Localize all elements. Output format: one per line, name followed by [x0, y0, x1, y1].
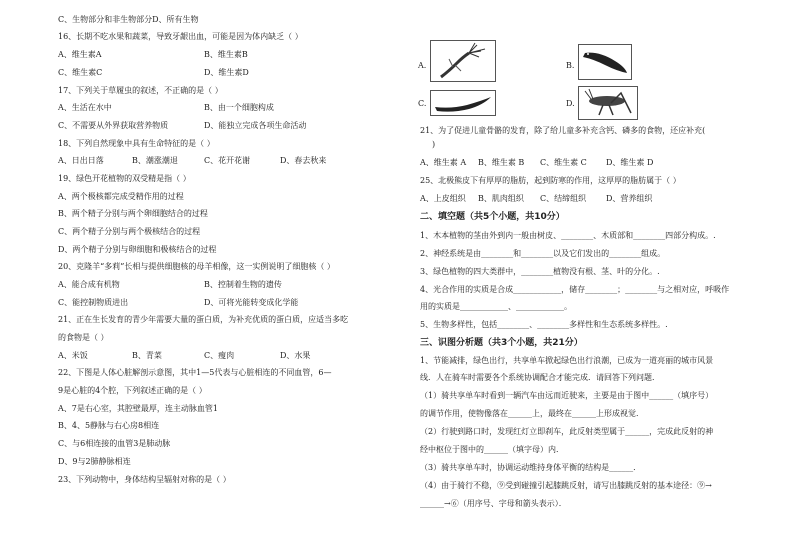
- question-text-line: 19、绿色开花植物的双受精是指（ ）: [58, 174, 191, 183]
- question-text-line: 25、北极熊皮下有厚厚的脂肪，起到防寒的作用，这厚厚的脂肪属于（ ）: [420, 176, 681, 185]
- answer-option: D、可将光能转变成化学能: [204, 298, 299, 307]
- question-text-line: 4、光合作用的实质是合成____________，储存________；________与之相对应，呼吸作: [420, 285, 730, 294]
- image-label-b: B.: [566, 61, 575, 70]
- section-heading: 三、识图分析题（共3个小题，共21分）: [420, 338, 583, 348]
- question-text-line: 经中枢位于图中的______（填字母）内．: [420, 445, 564, 454]
- question-text-line: 23、下列动物中，身体结构呈辐射对称的是（ ）: [58, 475, 231, 484]
- question-text-line: 1、木本植物的茎由外到内一般由树皮、________、木质部和________四部分构成。.: [420, 231, 716, 240]
- hydra-icon: [431, 41, 495, 81]
- answer-option: A、上皮组织: [420, 194, 466, 203]
- answer-option: D、春去秋来: [280, 156, 327, 165]
- question-text-line: ______→⑥（用序号、字母和箭头表示）．: [420, 499, 567, 508]
- answer-option: C、维生素 C: [540, 158, 587, 167]
- answer-option: B、由一个细胞构成: [204, 103, 274, 112]
- question-text-line: 1、节能减排，绿色出行，共享单车掀起绿色出行浪潮，已成为一道亮丽的城市风景: [420, 356, 714, 365]
- question-text-line: （2）行驶到路口时，发现红灯立即刹车，此反射类型属于______，完成此反射的神: [420, 427, 714, 436]
- question-text-line: 2、神经系统是由________和________以及它们发出的________组成。: [420, 249, 666, 258]
- question-text-line: 3、绿色植物的四大类群中，________植物没有根、茎、叶的分化。.: [420, 267, 660, 276]
- question-text-line: 用的实质是____________、____________。: [420, 302, 572, 311]
- question-text-line: 5、生物多样性，包括________、________多样性和生态系统多样性。.: [420, 320, 668, 329]
- grasshopper-icon: [579, 87, 637, 119]
- image-label-d: D.: [566, 99, 575, 108]
- answer-option: A、米饭: [58, 351, 88, 360]
- question-text-line: D、9与2肺静脉相连: [58, 457, 131, 466]
- leech-image: [430, 90, 496, 116]
- planarian-image: [578, 44, 632, 80]
- question-text-line: 9是心脏的4个腔，下列叙述正确的是（ ）: [58, 386, 207, 395]
- answer-option: B、肌肉组织: [478, 194, 524, 203]
- answer-option: A、生活在水中: [58, 103, 112, 112]
- answer-option: D、营养组织: [606, 194, 653, 203]
- answer-option: D、水果: [280, 351, 311, 360]
- question-text-line: C、生物部分和非生物部分D、所有生物: [58, 15, 199, 24]
- answer-option: B、维生素B: [204, 50, 248, 59]
- leech-icon: [431, 91, 495, 115]
- answer-option: D、维生素 D: [606, 158, 654, 167]
- answer-option: B、潮涨潮退: [132, 156, 178, 165]
- section-heading: 二、填空题（共5个小题，共10分）: [420, 212, 565, 222]
- question-text-line: ): [432, 140, 436, 149]
- question-text-line: 的食物是（ ）: [58, 333, 109, 342]
- answer-option: B、维生素 B: [478, 158, 525, 167]
- question-text-line: 17、下列关于草履虫的叙述，不正确的是（ ）: [58, 86, 223, 95]
- question-text-line: （1）骑共享单车时看到一辆汽车由远而近驶来，主要是由于图中______（填序号）: [420, 391, 714, 400]
- grasshopper-image: [578, 86, 638, 120]
- question-text-line: D、两个精子分别与卵细胞和极核结合的过程: [58, 245, 217, 254]
- question-text-line: 20、克隆羊“多莉”长相与提供细胞核的母羊相像，这一实例说明了细胞核（ ）: [58, 262, 335, 271]
- planarian-icon: [579, 45, 631, 79]
- question-text-line: 22、下图是人体心脏解剖示意图，其中1—5代表与心脏相连的不同血管，6—: [58, 368, 332, 377]
- question-text-line: B、4、5静脉与右心房8相连: [58, 421, 160, 430]
- question-text-line: （3）骑共享单车时，协调运动维持身体平衡的结构是______．: [420, 463, 642, 472]
- answer-option: B、青菜: [132, 351, 162, 360]
- answer-option: A、维生素 A: [420, 158, 467, 167]
- answer-option: C、不需要从外界获取营养物质: [58, 121, 169, 130]
- hydra-image: [430, 40, 496, 82]
- question-text-line: C、两个精子分别与两个极核结合的过程: [58, 227, 201, 236]
- answer-option: D、能独立完成各项生命活动: [204, 121, 307, 130]
- question-text-line: 的调节作用，使物像落在______上，最终在______上形成视觉．: [420, 409, 644, 418]
- question-text-line: 21、正在生长发育的青少年需要大量的蛋白质，为补充优质的蛋白质，应适当多吃: [58, 315, 349, 324]
- answer-option: A、维生素A: [58, 50, 102, 59]
- answer-option: C、能控制物质进出: [58, 298, 129, 307]
- answer-option: A、日出日落: [58, 156, 104, 165]
- question-text-line: 18、下列自然现象中具有生命特征的是（ ）: [58, 139, 215, 148]
- answer-option: C、花开花谢: [204, 156, 251, 165]
- question-text-line: 线．人在骑车时需要各个系统协调配合才能完成．请回答下列问题．: [420, 373, 660, 382]
- question-text-line: C、与6相连接的血管3是肺动脉: [58, 439, 171, 448]
- image-label-a: A.: [418, 61, 427, 70]
- answer-option: C、瘦肉: [204, 351, 235, 360]
- image-label-c: C.: [418, 99, 427, 108]
- answer-option: D、维生素D: [204, 68, 249, 77]
- question-text-line: A、两个极核都完成受精作用的过程: [58, 192, 184, 201]
- answer-option: A、能合成有机物: [58, 280, 120, 289]
- question-text-line: （4）由于骑行不稳，⑨受到碰撞引起膝跳反射，请写出膝跳反射的基本途径：⑨→: [420, 481, 712, 490]
- question-text-line: 21、为了促进儿童骨骼的发育，除了给儿童多补充含钙、磷多的食物，还应补充(: [420, 126, 706, 135]
- question-text-line: B、两个精子分别与两个卵细胞结合的过程: [58, 209, 208, 218]
- answer-option: C、维生素C: [58, 68, 103, 77]
- answer-option: C、结缔组织: [540, 194, 587, 203]
- answer-option: B、控制着生物的遗传: [204, 280, 282, 289]
- question-text-line: A、7是右心室，其腔壁最厚，连主动脉血管1: [58, 404, 218, 413]
- question-text-line: 16、长期不吃水果和蔬菜，导致牙龈出血，可能是因为体内缺乏（ ）: [58, 32, 303, 41]
